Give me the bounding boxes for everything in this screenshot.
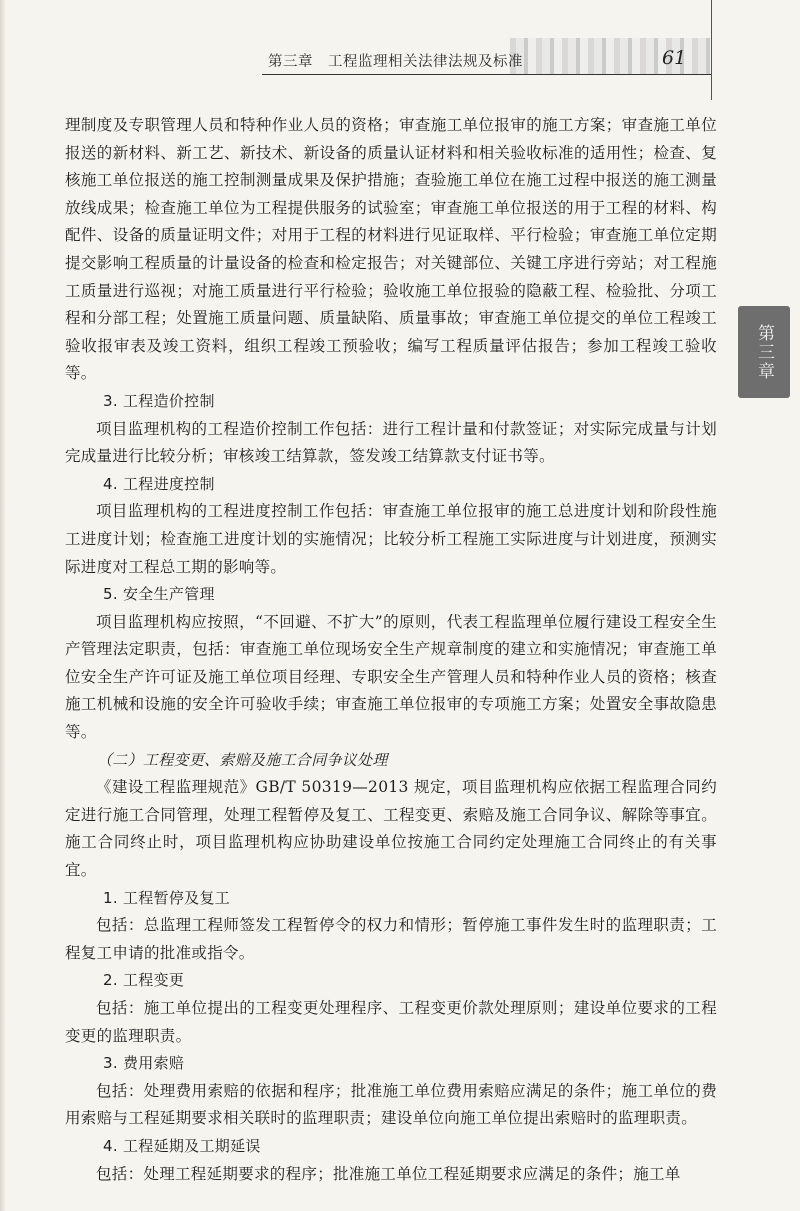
paragraph: 包括：总监理工程师签发工程暂停令的权力和情形；暂停施工事件发生时的监理职责；工程复工申请的批准或指令。 xyxy=(65,916,717,962)
chapter-side-tab: 第三章 xyxy=(738,306,790,398)
section-heading: （二）工程变更、索赔及施工合同争议处理 xyxy=(97,750,388,769)
paragraph: 理制度及专职管理人员和特种作业人员的资格；审查施工单位报审的施工方案；审查施工单位报送的新材料、新工艺、新技术、新设备的质量认证材料和相关验收标准的适用性；检查、复核施工单位报送的施工控制测量成果及保护措施；查验施工单位在施工过程中报送的施工测量放线成果；检查施工单位为工程提供服务的试验室；审查施工单位报送的用于工程的材料、构配件、设备的质量证明文件；对用于工程的材料进行见证取样、平行检验；审查施工单位定期提交影响工程质量的计量设备的检查和检定报告；对关键部位、关键工序进行旁站；对工程施工质量进行巡视；对施工质量进行平行检验；验收施工单位报验的隐蔽工程、检验批、分项工程和分部工程；处置施工质量问题、质量缺陷、质量事故；审查施工单位提交的单位工程竣工验收报审表及竣工资料，组织工程竣工预验收；编写工程质量评估报告；参加工程竣工验收等。 xyxy=(65,116,717,383)
subheading: 1. 工程暂停及复工 xyxy=(103,888,231,907)
subheading: 3. 费用索赔 xyxy=(103,1054,185,1073)
subheading: 4. 工程进度控制 xyxy=(103,474,215,493)
paragraph: 《建设工程监理规范》GB/T 50319—2013 规定，项目监理机构应依据工程监理合同约定进行施工合同管理，处理工程暂停及复工、工程变更、索赔及施工合同争议、解除等事宜。施工合同终止时，项目监理机构应协助建设单位按施工合同约定处理施工合同终止的有关事宜。 xyxy=(65,778,717,880)
header-rule xyxy=(262,74,712,75)
header-vertical-rule xyxy=(711,0,712,100)
paragraph: 项目监理机构应按照，“不回避、不扩大”的原则，代表工程监理单位履行建设工程安全生产管理法定职责，包括：审查施工单位现场安全生产规章制度的建立和实施情况；审查施工单位安全生产许可证及施工单位项目经理、专职安全生产管理人员和特种作业人员的资格；核查施工机械和设施的安全许可验收手续；审查施工单位报审的专项施工方案；处置安全事故隐患等。 xyxy=(65,612,717,742)
subheading: 4. 工程延期及工期延误 xyxy=(103,1136,261,1155)
paragraph: 包括：施工单位提出的工程变更处理程序、工程变更价款处理原则；建设单位要求的工程变更的监理职责。 xyxy=(65,999,717,1045)
paragraph: 项目监理机构的工程造价控制工作包括：进行工程计量和付款签证；对实际完成量与计划完成量进行比较分析；审核竣工结算款，签发竣工结算款支付证书等。 xyxy=(65,419,717,466)
paragraph: 包括：处理工程延期要求的程序；批准施工单位工程延期要求应满足的条件；施工单 xyxy=(96,1164,681,1183)
chapter-title: 第三章 工程监理相关法律法规及标准 xyxy=(268,54,523,70)
paragraph: 包括：处理费用索赔的依据和程序；批准施工单位费用索赔应满足的条件；施工单位的费用索赔与工程延期要求相关联时的监理职责；建设单位向施工单位提出索赔时的监理职责。 xyxy=(65,1081,717,1128)
subheading: 2. 工程变更 xyxy=(103,971,185,990)
body-text xyxy=(65,112,717,1188)
subheading: 5. 安全生产管理 xyxy=(103,585,215,604)
page-edge xyxy=(0,0,6,1211)
page-header xyxy=(0,38,712,76)
subheading: 3. 工程造价控制 xyxy=(103,391,215,410)
paragraph: 项目监理机构的工程进度控制工作包括：审查施工单位报审的施工总进度计划和阶段性施工进度计划；检查施工进度计划的实施情况；比较分析工程施工实际进度与计划进度，预测实际进度对工程总工期的影响等。 xyxy=(65,502,717,576)
page-number: 61 xyxy=(662,47,687,69)
